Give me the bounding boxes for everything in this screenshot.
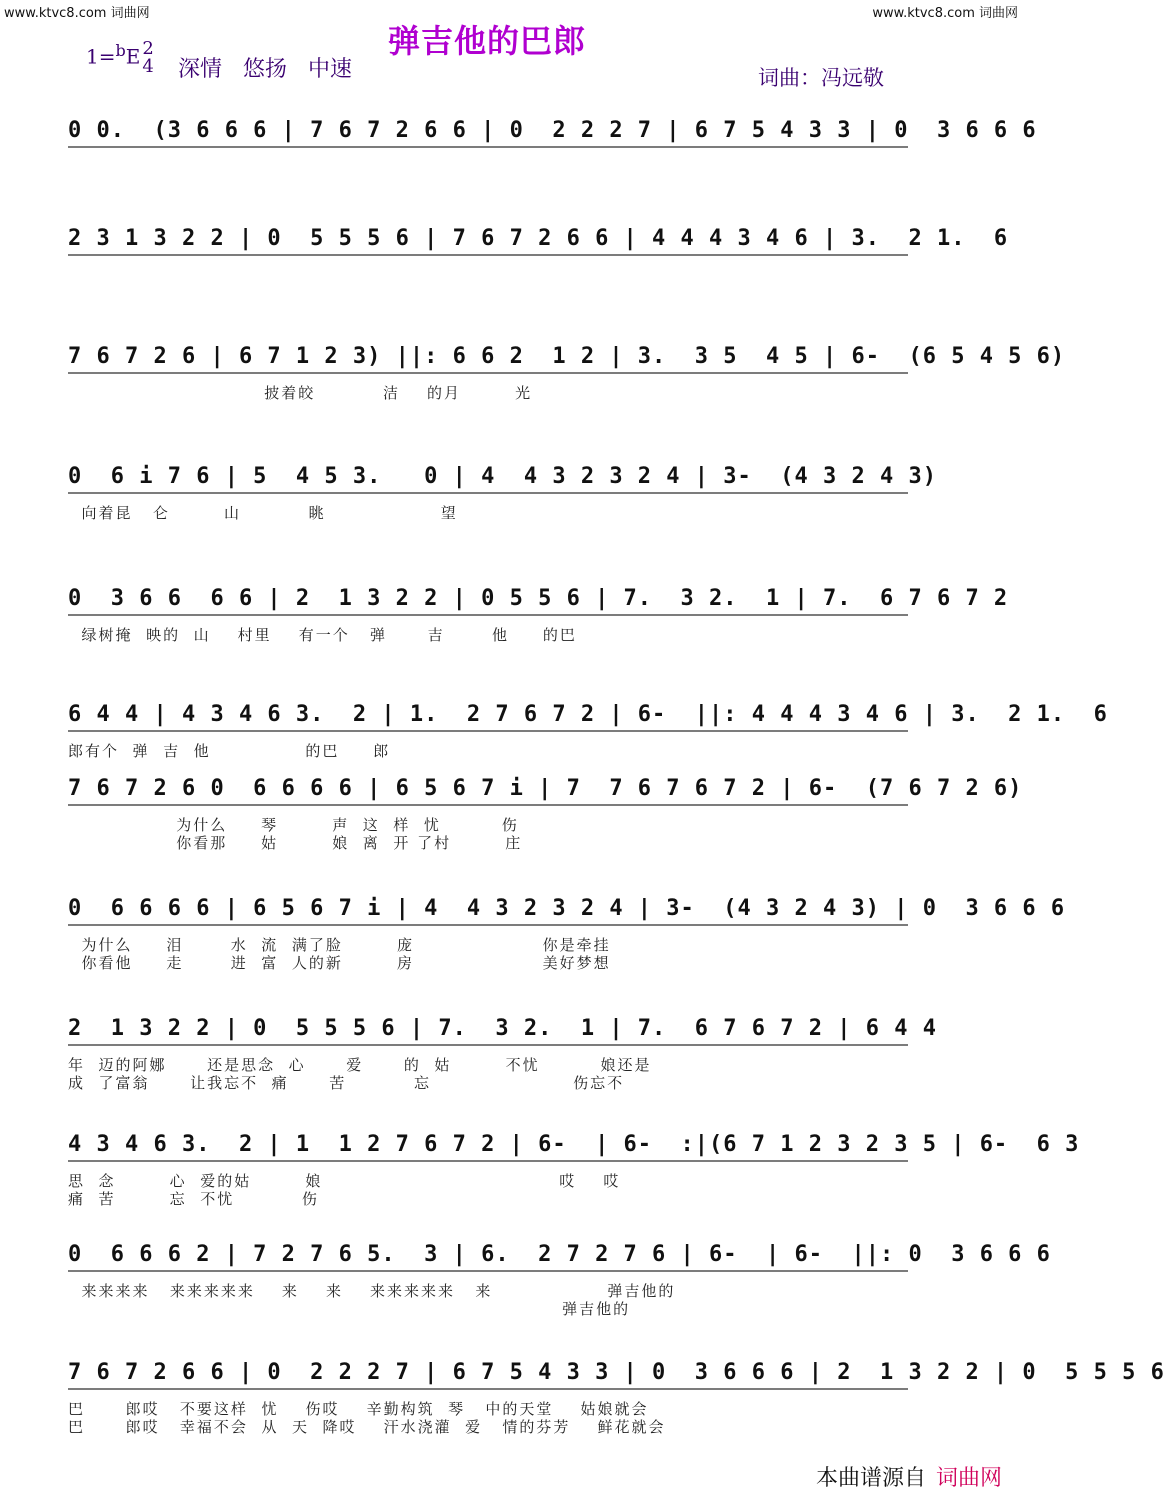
beam-underline: [68, 730, 908, 732]
lyric-line-1: 思 念 心 爱的姑 娘 哎 哎: [68, 1172, 621, 1190]
time-bottom: 4: [142, 56, 154, 77]
time-signature: [142, 40, 153, 76]
composer-credit: 词曲：冯远敬: [758, 66, 884, 90]
beam-underline: [68, 1388, 908, 1390]
song-title: 弹吉他的巴郎: [388, 22, 587, 60]
lyric-line-1: 绿树掩 映的 山 村里 有一个 弹 吉 他 的巴: [68, 626, 577, 644]
lyric-line-1: 郎有个 弹 吉 他 的巴 郎: [68, 742, 391, 760]
beam-underline: [68, 1044, 908, 1046]
key-flat: b: [115, 40, 126, 60]
beam-underline: [68, 492, 908, 494]
lyric-line-2: 巴 郎哎 幸福不会 从 天 降哎 汗水浇灌 爱 情的芬芳 鲜花就会: [68, 1418, 666, 1436]
lyric-line-1: 为什么 泪 水 流 满了脸 庞 你是牵挂: [68, 936, 611, 954]
beam-underline: [68, 1160, 908, 1162]
lyric-line-1: 向着昆 仑 山 眺 望: [68, 504, 458, 522]
lyric-line-2: 成 了富翁 让我忘不 痛 苦 忘 伤忘不: [68, 1074, 625, 1092]
lyric-line-2: 你看那 姑 娘 离 开 了村 庄: [68, 834, 523, 852]
beam-underline: [68, 804, 908, 806]
note-line: 7 6 7 2 6 | 6 7 1 2 3) ||: 6 6 2 1 2 | 3. 3 5 4 5 | 6- (6 5 4 5 6): [68, 344, 1066, 369]
beam-underline: [68, 146, 908, 148]
beam-underline: [68, 372, 908, 374]
beam-underline: [68, 614, 908, 616]
lyric-line-1: 年 迈的阿娜 还是思念 心 爱 的 姑 不忧 娘还是: [68, 1056, 652, 1074]
key-prefix: 1=: [86, 44, 116, 69]
footer-text: 本曲谱源自: [815, 1466, 926, 1491]
watermark-right: www.ktvc8.com 词曲网: [872, 6, 1018, 21]
lyric-line-1: 披着皎 洁 的月 光: [68, 384, 533, 402]
note-line: 2 1 3 2 2 | 0 5 5 5 6 | 7. 3 2. 1 | 7. 6 7 6 7 2 | 6 4 4: [68, 1016, 937, 1041]
note-line: 0 3 6 6 6 6 | 2 1 3 2 2 | 0 5 5 6 | 7. 3 2. 1 | 7. 6 7 6 7 2: [68, 586, 1009, 611]
lyric-line-2: 痛 苦 忘 不忧 伤: [68, 1190, 319, 1208]
note-line: 2 3 1 3 2 2 | 0 5 5 5 6 | 7 6 7 2 6 6 | 4 4 4 3 4 6 | 3. 2 1. 6: [68, 226, 1009, 251]
note-line: 4 3 4 6 3. 2 | 1 1 2 7 6 7 2 | 6- | 6- :|(6 7 1 2 3 2 3 5 | 6- 6 3: [68, 1132, 1080, 1157]
lyric-line-2: 你看他 走 进 富 人的新 房 美好梦想: [68, 954, 611, 972]
key-note: E: [125, 44, 141, 69]
note-line: 0 6 i 7 6 | 5 4 5 3. 0 | 4 4 3 2 3 2 4 | 3- (4 3 2 4 3): [68, 464, 937, 489]
note-line: 6 4 4 | 4 3 4 6 3. 2 | 1. 2 7 6 7 2 | 6- ||: 4 4 4 3 4 6 | 3. 2 1. 6: [68, 702, 1108, 727]
note-line: 7 6 7 2 6 0 6 6 6 6 | 6 5 6 7 i | 7 7 6 7 6 7 2 | 6- (7 6 7 2 6): [68, 776, 1023, 801]
footer-brand: 词曲网: [935, 1466, 1002, 1491]
note-line: 0 6 6 6 6 | 6 5 6 7 i | 4 4 3 2 3 2 4 | 3- (4 3 2 4 3) | 0 3 6 6 6: [68, 896, 1066, 921]
note-line: 0 6 6 6 2 | 7 2 7 6 5. 3 | 6. 2 7 2 7 6 | 6- | 6- ||: 0 3 6 6 6: [68, 1242, 1051, 1267]
note-line: 7 6 7 2 6 6 | 0 2 2 2 7 | 6 7 5 4 3 3 | 0 3 6 6 6 | 2 1 3 2 2 | 0 5 5 5 6: [68, 1360, 1165, 1385]
lyric-line-1: 来来来来 来来来来来 来 来 来来来来来 来 弹吉他的: [68, 1282, 676, 1300]
beam-underline: [68, 254, 908, 256]
lyric-line-2: 弹吉他的: [68, 1300, 631, 1318]
source-footer: [816, 1461, 1002, 1492]
beam-underline: [68, 1270, 908, 1272]
key-signature: [86, 40, 154, 76]
lyric-line-1: 为什么 琴 声 这 样 忧 伤: [68, 816, 519, 834]
lyric-line-1: 巴 郎哎 不要这样 忧 伤哎 辛勤构筑 琴 中的天堂 姑娘就会: [68, 1400, 649, 1418]
note-line: 0 0. (3 6 6 6 | 7 6 7 2 6 6 | 0 2 2 2 7 | 6 7 5 4 3 3 | 0 3 6 6 6: [68, 118, 1037, 143]
time-top: 2: [142, 38, 154, 59]
tempo-marking: 深情 悠扬 中速: [178, 57, 352, 82]
beam-underline: [68, 924, 908, 926]
watermark-left: www.ktvc8.com 词曲网: [4, 6, 150, 21]
